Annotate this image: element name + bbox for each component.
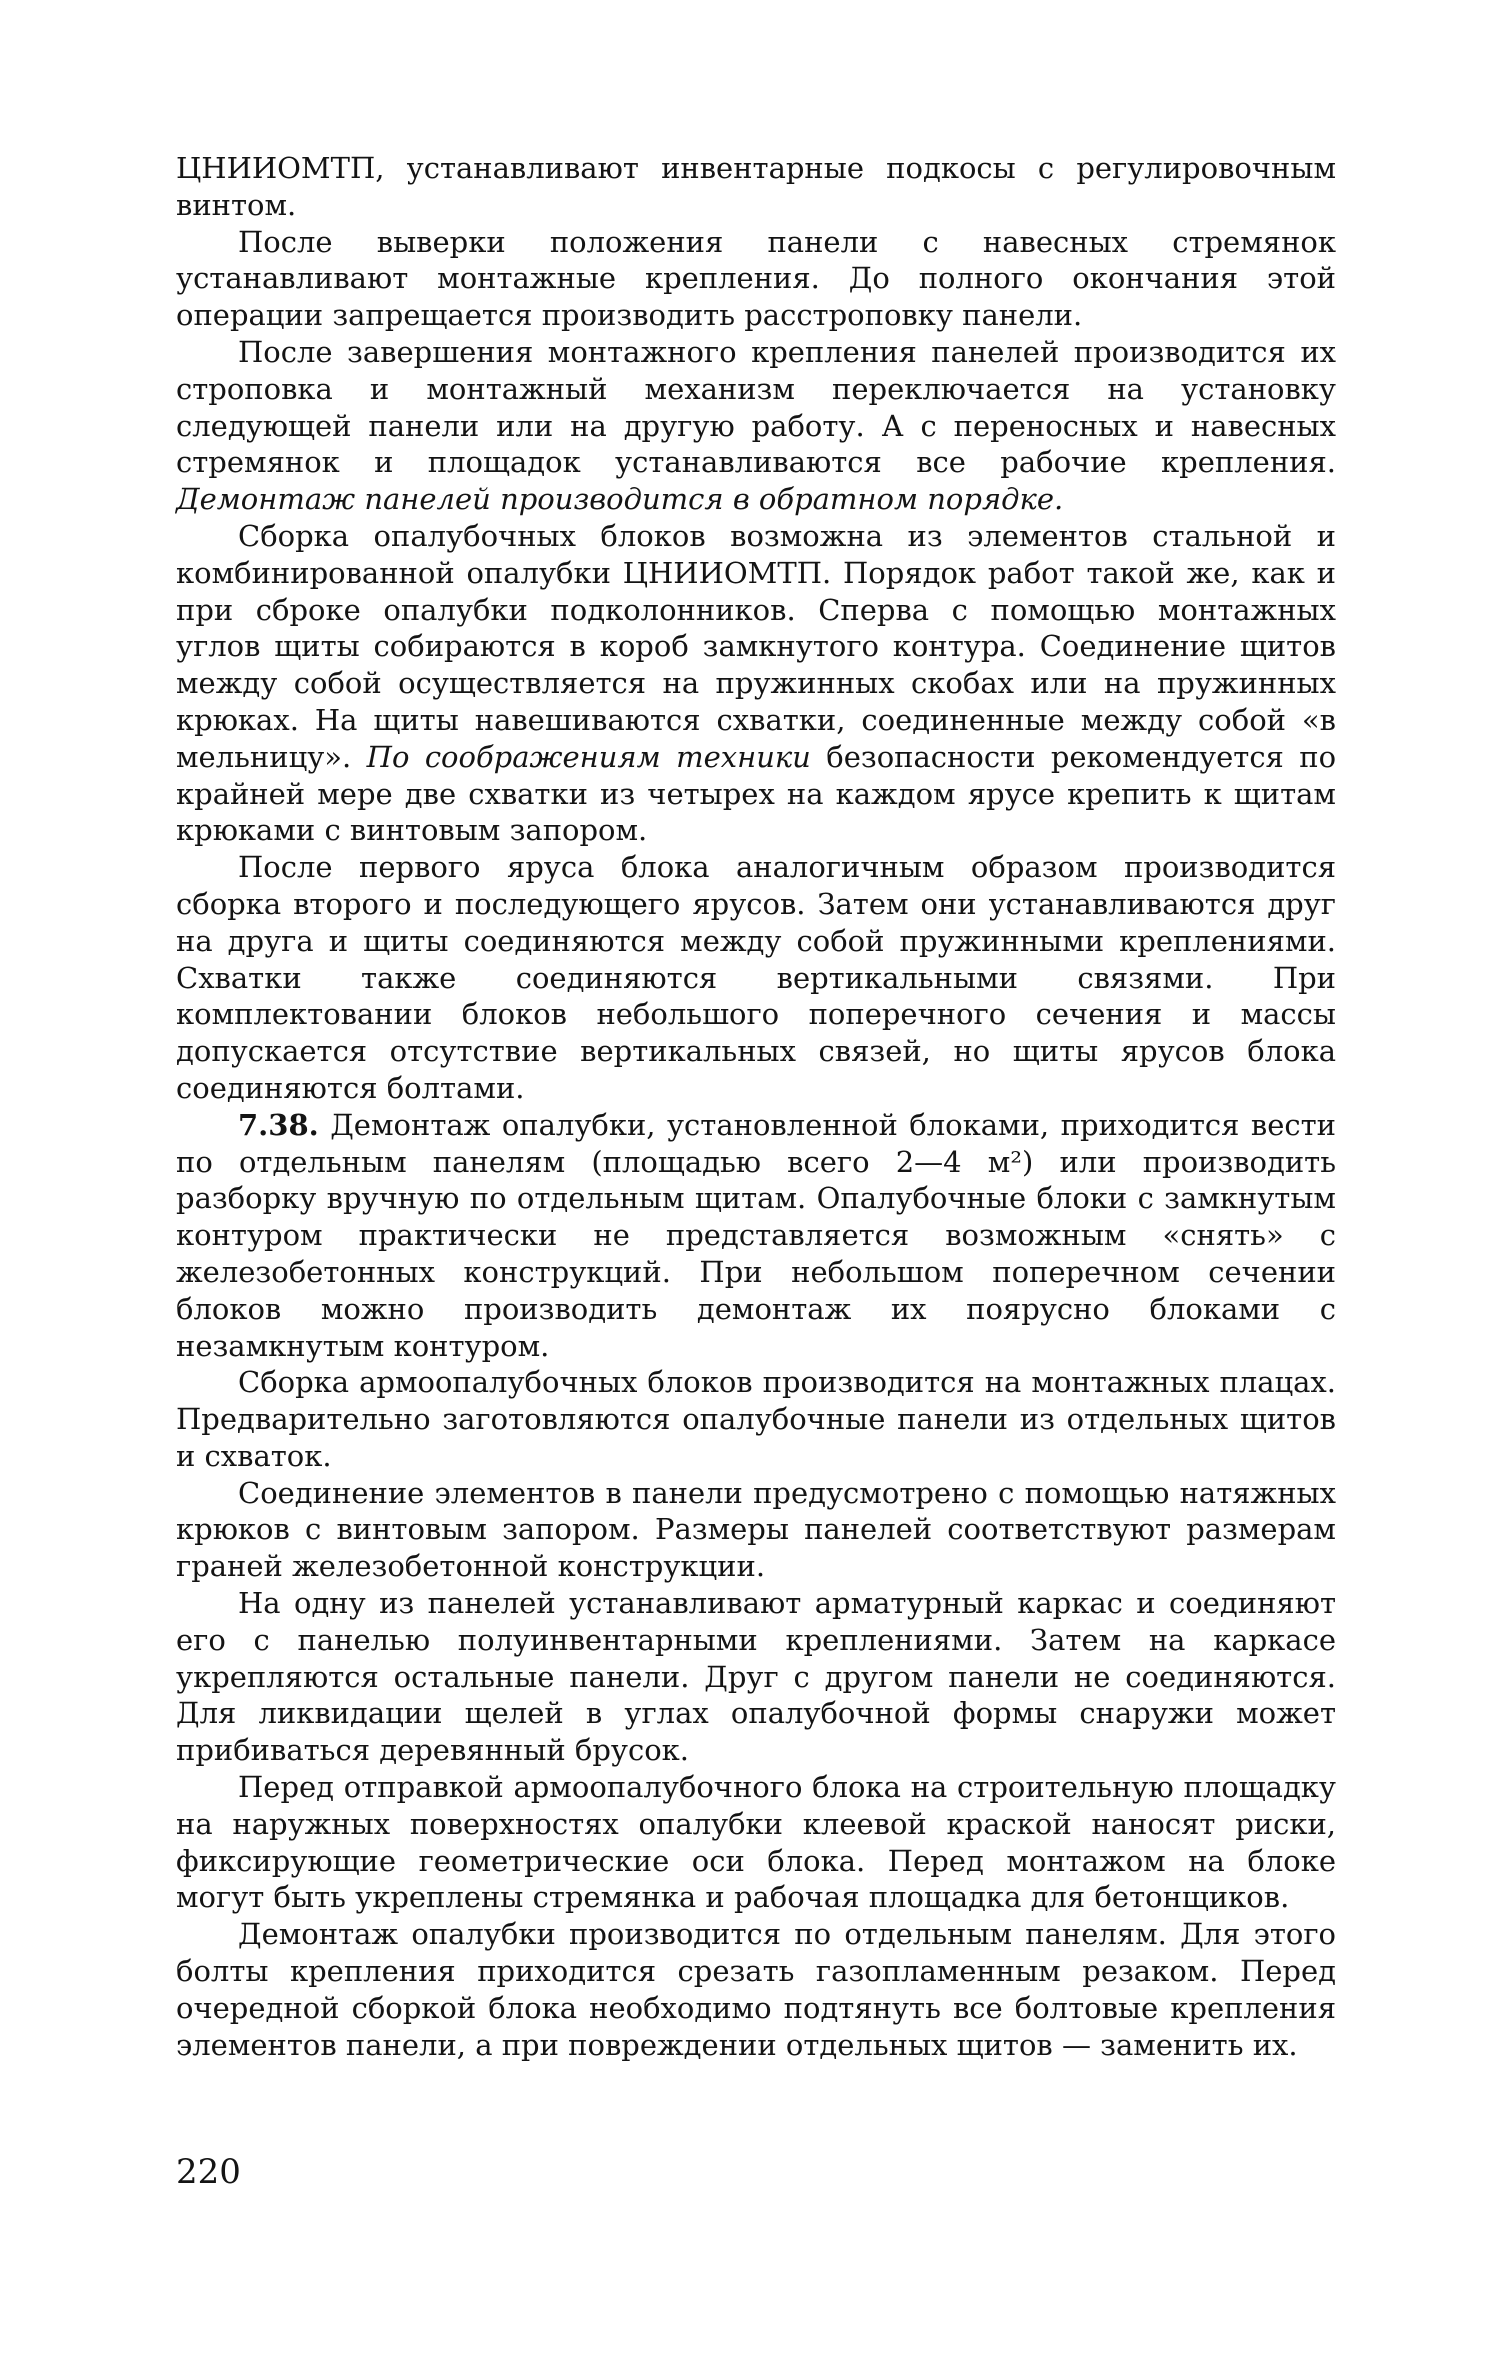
paragraph-italic-text: По соображениям техники (366, 739, 811, 774)
paragraph-5 (176, 849, 1336, 1107)
paragraph-text: После выверки положения панели с навесных стремянок устанавливают монтажные крепления. До полного окончания этой операции запрещается производить расстроповку панели. (176, 224, 1336, 333)
paragraph-8 (176, 1475, 1336, 1585)
paragraph-italic-text: Демонтаж панелей производится в обратном порядке. (176, 482, 1064, 517)
paragraph-7 (176, 1364, 1336, 1474)
paragraph-1 (176, 150, 1336, 224)
paragraph-text: ЦНИИОМТП, устанавливают инвентарные подкосы с регулировочным винтом. (176, 151, 1336, 222)
paragraph-text: Демонтаж опалубки, установленной блоками, приходится вести по отдельным панелям (площадью всего 2—4 м²) или производить разборку вручную по отдельным щитам. Опалубочные блоки с замкнутым контуром практически не представляется возможным «снять» с железобетонных конструкций. При небольшом поперечном сечении блоков можно производить демонтаж их поярусно блоками с незамкнутым контуром. (176, 1107, 1337, 1363)
paragraph-text: Сборка армоопалубочных блоков производится на монтажных плацах. Предварительно заготовляются опалубочные панели из отдельных щитов и схваток. (176, 1365, 1336, 1473)
paragraph-text: Демонтаж опалубки производится по отдельным панелям. Для этого болты крепления приходится срезать газопламенным резаком. Перед очередной сборкой блока необходимо подтянуть все болтовые крепления элементов панели, а при повреждении отдельных щитов — заменить их. (176, 1917, 1336, 2062)
paragraph-text: После завершения монтажного крепления панелей производится их строповка и монтажный механизм переключается на установку следующей панели или на другую работу. А с переносных и навесных стремянок и площадок устанавливаются все рабочие крепления. (176, 334, 1336, 480)
page-number: 220 (176, 2152, 241, 2192)
paragraph-text: После первого яруса блока аналогичным образом производится сборка второго и последующего ярусов. Затем они устанавливаются друг на друга и щиты соединяются между собой пружинными креплениями. Схватки также соединяются вертикальными связями. При комплектовании блоков небольшого поперечного сечения и массы допускается отсутствие вертикальных связей, но щиты ярусов блока соединяются болтами. (176, 850, 1336, 1105)
paragraph-text: Соединение элементов в панели предусмотрено с помощью натяжных крюков с винтовым запором. Размеры панелей соответствуют размерам граней железобетонной конструкции. (176, 1475, 1336, 1584)
paragraph-tail-text: безопасности рекомендуется по крайней мере две схватки из четырех на каждом ярусе крепить к щитам крюками с винтовым запором. (176, 739, 1337, 848)
paragraph-2 (176, 224, 1336, 334)
paragraph-9 (176, 1585, 1336, 1769)
paragraph-text: Перед отправкой армоопалубочного блока на строительную площадку на наружных поверхностях опалубки клеевой краской наносят риски, фиксирующие геометрические оси блока. Перед монтажом на блоке могут быть укреплены стремянка и рабочая площадка для бетонщиков. (176, 1770, 1336, 1915)
paragraph-11 (176, 1916, 1336, 2063)
page-body (176, 150, 1336, 2063)
paragraph-10 (176, 1769, 1336, 1916)
paragraph-4 (176, 518, 1336, 849)
section-number: 7.38. (238, 1107, 319, 1142)
paragraph-text: Сборка опалубочных блоков возможна из элементов стальной и комбинированной опалубки ЦНИИОМТП. Порядок работ такой же, как и при сброке опалубки подколонников. Сперва с помощью монтажных углов щиты собираются в короб замкнутого контура. Соединение щитов между собой осуществляется на пружинных скобах или на пружинных крюках. На щиты навешиваются схватки, соединенные между собой «в мельницу». (176, 518, 1336, 774)
paragraph-3 (176, 334, 1336, 518)
paragraph-text: На одну из панелей устанавливают арматурный каркас и соединяют его с панелью полуинвентарными креплениями. Затем на каркасе укрепляются остальные панели. Друг с другом панели не соединяются. Для ликвидации щелей в углах опалубочной формы снаружи может прибиваться деревянный брусок. (176, 1586, 1336, 1768)
paragraph-6 (176, 1107, 1336, 1365)
